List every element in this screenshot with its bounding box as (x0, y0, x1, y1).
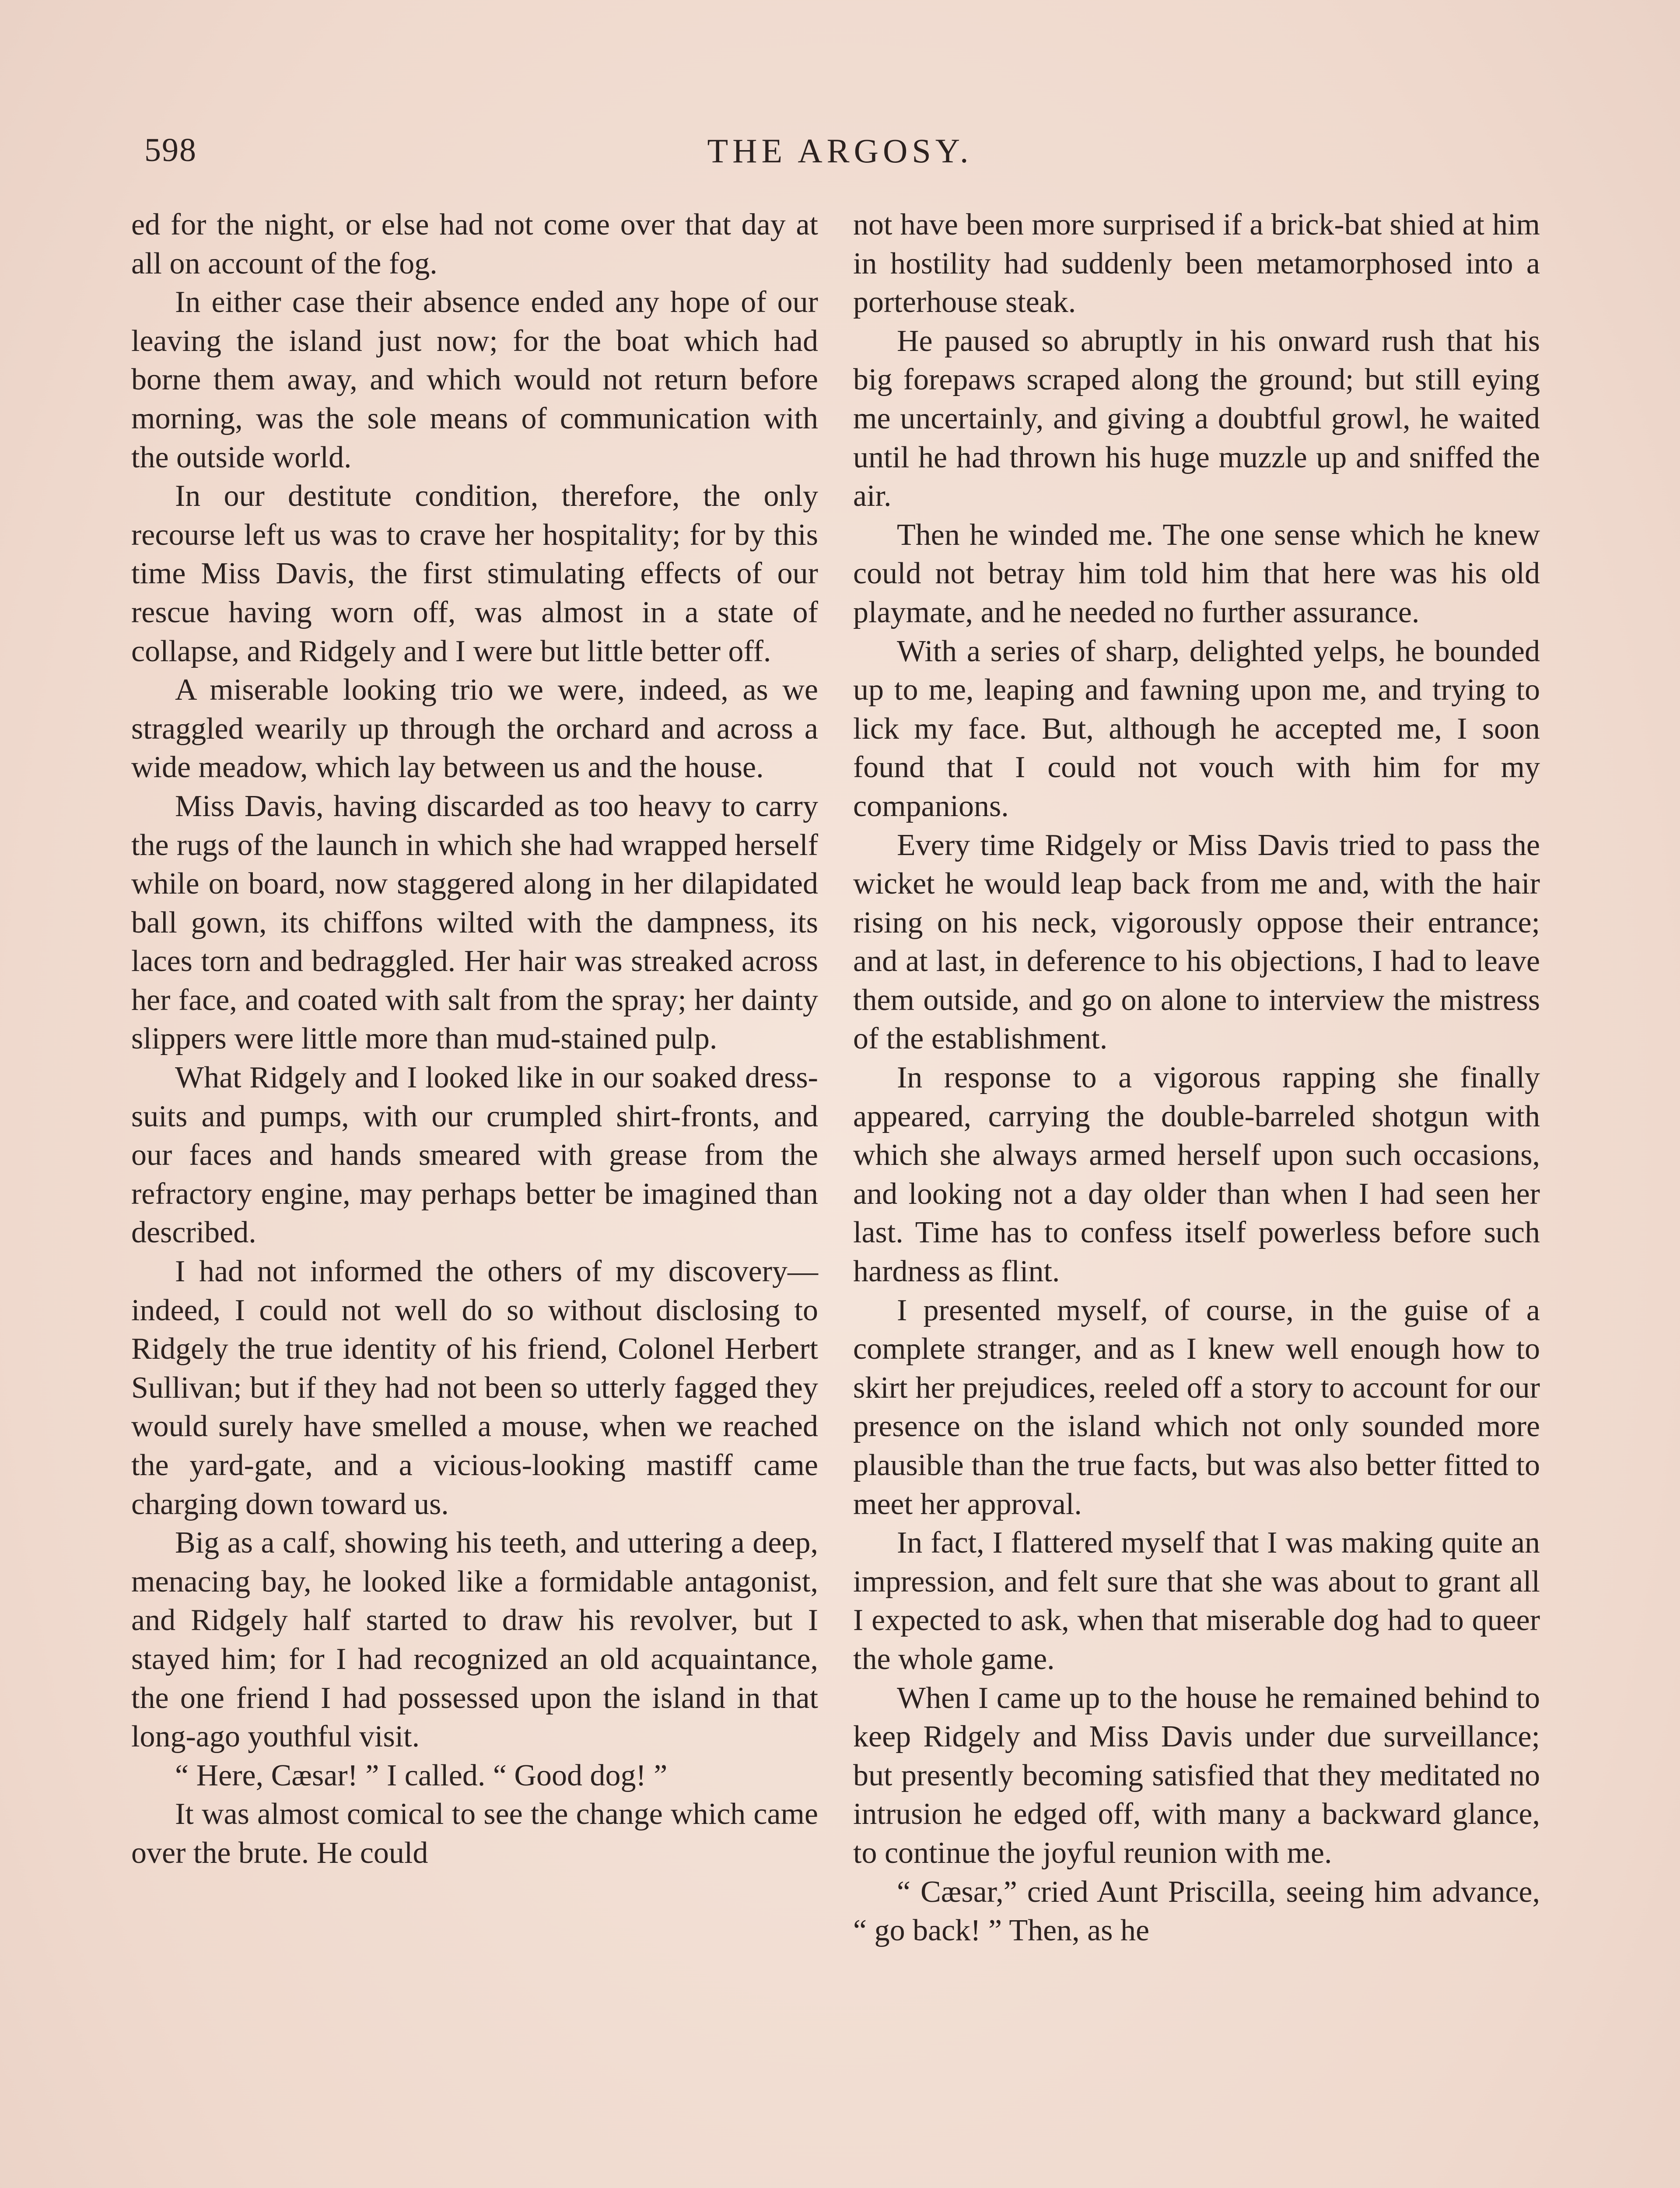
paragraph: Every time Ridgely or Miss Davis tried to pass the wicket he would leap back from me and, with the hair rising on his neck, vigorously oppose their entrance; and at last, in deference to his objections, I had to leave them outside, and go on alone to interview the mistress of the establishment. (853, 828, 1540, 1056)
paragraph: Big as a calf, showing his teeth, and uttering a deep, menacing bay, he looked like a formidable antagonist, and Ridgely half started to draw his revolver, but I stayed him; for I had recognized an old acquaintance, the one friend I had possessed upon the island in that long-ago youthful visit. (131, 1526, 818, 1754)
paragraph: In either case their absence ended any hope of our leaving the island just now; for the boat which had borne them away, and which would not return before morning, was the sole means of communication with the outside world. (131, 285, 818, 474)
paragraph: In our destitute condition, therefore, the only recourse left us was to crave her hospitality; for by this time Miss Davis, the first stimulating effects of our rescue having worn off, was almost in a state of collapse, and Ridgely and I were but little better off. (131, 479, 818, 668)
running-title: THE ARGOSY. (707, 132, 973, 170)
page-header (131, 131, 1549, 184)
paragraph: I presented myself, of course, in the guise of a complete stranger, and as I knew well enough how to skirt her prejudices, reeled off a story to account for our presence on the island which not only sounded more plausible than the true facts, but was also better fitted to meet her approval. (853, 1293, 1540, 1521)
page-number: 598 (144, 132, 197, 168)
paragraph: What Ridgely and I looked like in our soaked dress-suits and pumps, with our crumpled shirt-fronts, and our faces and hands smeared with grease from the refractory engine, may perhaps better be imagined than described. (131, 1061, 818, 1250)
paragraph: He paused so abruptly in his onward rush that his big forepaws scraped along the ground; but still eying me uncertainly, and giving a doubtful growl, he waited until he had thrown his huge muzzle up and sniffed the air. (853, 324, 1540, 513)
paragraph: With a series of sharp, delighted yelps, he bounded up to me, leaping and fawning upon me, and trying to lick my face. But, although he accepted me, I soon found that I could not vouch with him for my companions. (853, 634, 1540, 823)
left-column (131, 206, 818, 1873)
paragraph: ed for the night, or else had not come over that day at all on account of the fog. (131, 208, 818, 281)
paragraph: It was almost comical to see the change which came over the brute. He could (131, 1797, 818, 1870)
paragraph: Miss Davis, having discarded as too heavy to carry the rugs of the launch in which she had wrapped herself while on board, now staggered along in her dilapidated ball gown, its chiffons wilted with the dampness, its laces torn and bedraggled. Her hair was streaked across her face, and coated with salt from the spray; her dainty slippers were little more than mud-stained pulp. (131, 789, 818, 1056)
paragraph: Then he winded me. The one sense which he knew could not betray him told him that here was his old playmate, and he needed no further assurance. (853, 518, 1540, 629)
paragraph: not have been more surprised if a brick-bat shied at him in hostility had suddenly been metamorphosed into a porterhouse steak. (853, 208, 1540, 319)
right-column (853, 206, 1540, 1950)
paragraph: A miserable looking trio we were, indeed, as we straggled wearily up through the orchard and across a wide meadow, which lay between us and the house. (131, 673, 818, 785)
paragraph: When I came up to the house he remained behind to keep Ridgely and Miss Davis under due surveillance; but presently becoming satisfied that they meditated no intrusion he edged off, with many a backward glance, to continue the joyful reunion with me. (853, 1681, 1540, 1870)
paragraph: In fact, I flattered myself that I was making quite an impression, and felt sure that she was about to grant all I expected to ask, when that miserable dog had to queer the whole game. (853, 1526, 1540, 1676)
paragraph: In response to a vigorous rapping she finally appeared, carrying the double-barreled shotgun with which she always armed herself upon such occasions, and looking not a day older than when I had seen her last. Time has to confess itself powerless before such hardness as flint. (853, 1061, 1540, 1289)
paragraph: “ Cæsar,” cried Aunt Priscilla, seeing him advance, “ go back! ” Then, as he (853, 1875, 1540, 1948)
paragraph: “ Here, Cæsar! ” I called. “ Good dog! ” (175, 1758, 668, 1792)
paragraph: I had not informed the others of my discovery—indeed, I could not well do so without disclosing to Ridgely the true identity of his friend, Colonel Herbert Sullivan; but if they had not been so utterly fagged they would surely have smelled a mouse, when we reached the yard-gate, and a vicious-looking mastiff came charging down toward us. (131, 1255, 818, 1521)
